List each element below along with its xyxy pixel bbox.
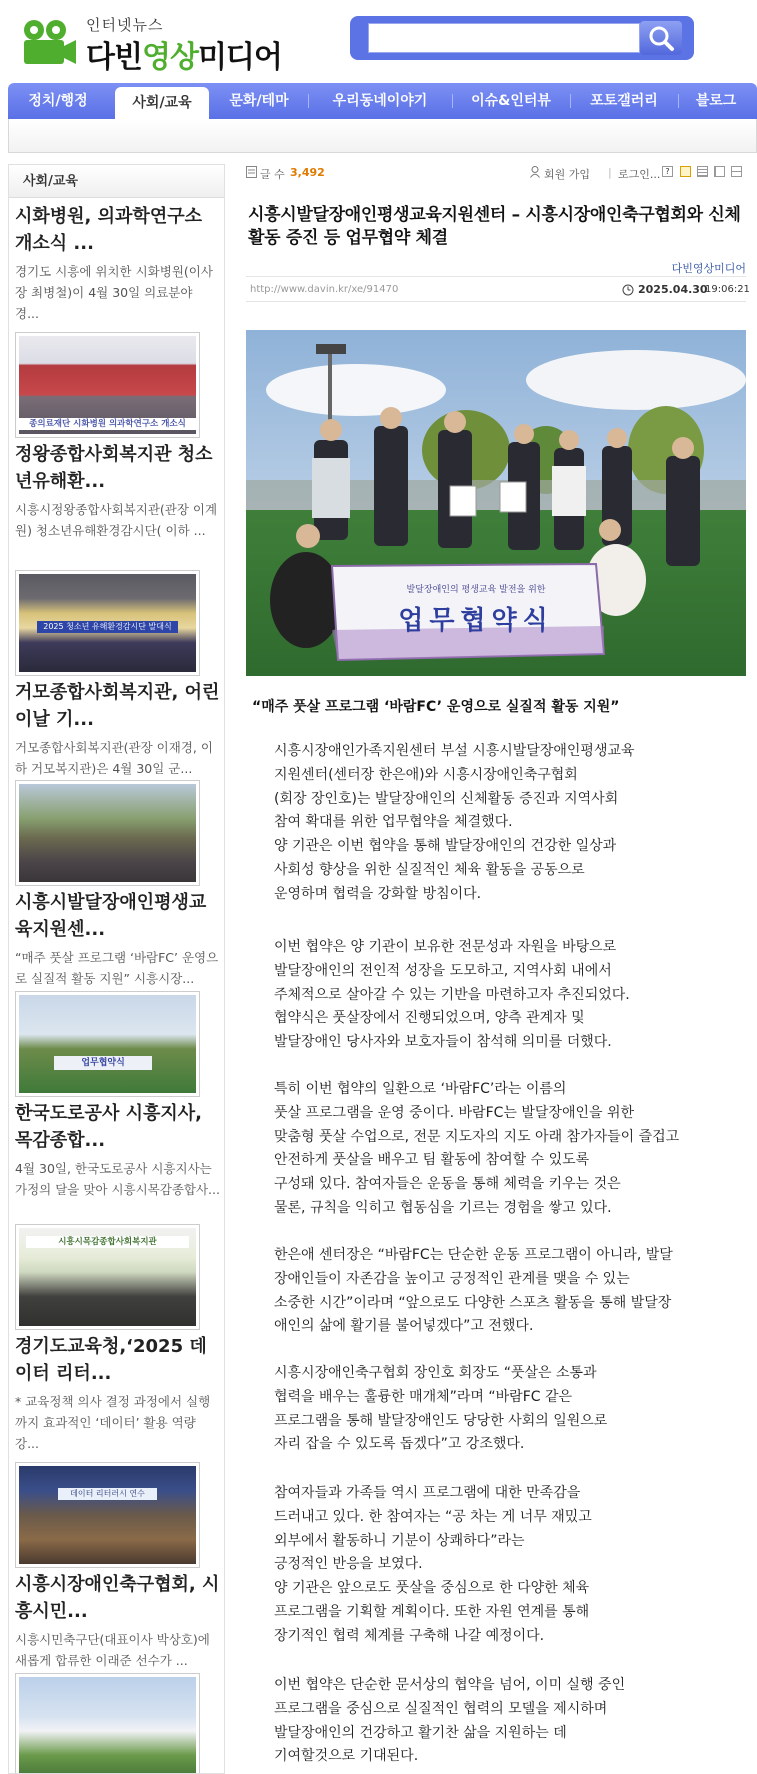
article-paragraph: 이번 협약은 양 기관이 보유한 전문성과 자원을 바탕으로 발달장애인의 전인적 성장을 도모하고, 지역사회 내에서 주체적으로 살아갈 수 있는 기반을 마련하고자 추진되었다. 협약식은 풋살장에서 진행되었으며, 양측 관계자 및 발달장애인 당사자와 보호자들이 참석해 의미를 더했다. — [274, 939, 630, 1051]
banner-big-text: 업무협약식 — [398, 606, 554, 636]
list-item-title[interactable]: 시흥시발달장애인평생교육지원센... — [15, 892, 207, 940]
article-paragraph: 이번 협약은 단순한 문서상의 협약을 넘어, 이미 실행 중인 프로그램을 중심으로 실질적인 협력의 모델을 제시하며 발달장애인의 건강하고 활기찬 삶을 지원하는 데 기여할것으로 기대된다. — [274, 1677, 626, 1765]
logo-title — [86, 32, 282, 76]
list-item-title[interactable]: 시화병원, 의과학연구소 개소식 ... — [15, 206, 202, 254]
list-item-desc: 거모종합사회복지관(관장 이재경, 이하 거모복지관)은 4월 30일 군... — [15, 740, 213, 776]
member-join-link[interactable]: 회원 가입 — [544, 168, 591, 181]
thumbnail[interactable] — [15, 1673, 200, 1774]
logo-title-part-green: 영상 — [141, 40, 198, 75]
post-count-label: 글 수 — [260, 168, 285, 181]
help-icon[interactable]: ? — [662, 166, 673, 177]
document-icon — [246, 166, 257, 178]
thumbnail-caption: 데이터 리터러시 연수 — [58, 1488, 157, 1500]
nav-divider — [570, 94, 571, 108]
thumbnail[interactable] — [15, 570, 200, 676]
list-item-title[interactable]: 한국도로공사 시흥지사, 목감종합... — [15, 1103, 202, 1151]
nav-item-issue[interactable]: 이슈&인터뷰 — [471, 93, 551, 109]
article-paragraph: 참여자들과 가족들 역시 프로그램에 대한 만족감을 드러내고 있다. 한 참여자는 “공 차는 게 너무 재밌고 외부에서 활동하니 기분이 상쾌하다”라는 긍정적인 반응을 보였다. 양 기관은 앞으로도 풋살을 중심으로 한 다양한 체육 프로그램을 기획할 계획이다. 또한 자원 연계를 통해 장기적인 협력 체계를 구축해 나갈 예정이다. — [274, 1485, 592, 1644]
article-paragraph: 특히 이번 협약의 일환으로 ‘바람FC’라는 이름의 풋살 프로그램을 운영 중이다. 바람FC는 발달장애인을 위한 맞춤형 풋살 수업으로, 전문 지도자의 지도 아래 참가자들이 즐겁고 안전하게 풋살을 배우고 팀 활동에 참여할 수 있도록 구성돼 있다. 참여자들은 운동을 통해 체력을 키우는 것은 물론, 규칙을 익히고 협동심을 기르는 경험을 쌓고 있다. — [274, 1081, 680, 1216]
thumbnail-image — [19, 574, 196, 672]
article-time: 19:06:21 — [705, 284, 750, 295]
thumbnail[interactable] — [15, 332, 200, 438]
logo-title-part: 다빈 — [86, 40, 142, 75]
sub-nav-bar — [8, 119, 757, 153]
thumbnail-caption: 종의료재단 시화병원 의과학연구소 개소식 — [19, 418, 196, 430]
list-item-desc: 시흥시민축구단(대표이사 박상호)에 새롭게 합류한 이래준 선수가 ... — [15, 1632, 210, 1668]
logo-title-part: 미디어 — [197, 40, 282, 75]
article-paragraph: 한은애 센터장은 “바람FC는 단순한 운동 프로그램이 아니라, 발달 장애인들이 자존감을 높이고 긍정적인 관계를 맺을 수 있는 소중한 시간”이라며 “앞으로도 다양한 스포츠 활동을 통해 발달장 애인의 삶에 활기를 불어넣겠다”고 전했다. — [274, 1247, 673, 1335]
nav-item-blog[interactable]: 블로그 — [695, 93, 737, 109]
thumbnail-image — [19, 995, 196, 1093]
meta-divider: | — [608, 166, 612, 179]
thumbnail[interactable] — [15, 991, 200, 1097]
sidebar-heading: 사회/교육 — [9, 165, 224, 198]
rss-icon[interactable] — [680, 166, 691, 177]
thumbnail-image — [19, 1466, 196, 1564]
thumbnail[interactable] — [15, 780, 200, 886]
sidebar — [8, 164, 225, 1774]
search-icon — [640, 21, 682, 55]
list-item-desc: 4월 30일, 한국도로공사 시흥지사는 가정의 달을 맞아 시흥시목감종합사... — [15, 1161, 220, 1197]
user-icon — [530, 166, 540, 178]
thumbnail-caption: 시흥시목감종합사회복지관 — [26, 1236, 189, 1248]
article-subhead: “매주 풋살 프로그램 ‘바람FC’ 운영으로 실질적 활동 지원” — [252, 699, 620, 715]
list-item[interactable] — [15, 1333, 220, 1454]
search-input[interactable] — [368, 23, 640, 53]
thumbnail-image — [19, 1677, 196, 1774]
list-view-icon[interactable] — [697, 166, 708, 177]
list-item[interactable] — [15, 203, 220, 324]
nav-divider — [452, 94, 453, 108]
article-title: 시흥시발달장애인평생교육지원센터 – 시흥시장애인축구협회와 신체활동 증진 등 업무협약 체결 — [248, 205, 741, 248]
list-item-desc: * 교육정책 의사 결정 과정에서 실행까지 효과적인 ‘데이터’ 활용 역량 강... — [15, 1394, 211, 1451]
search-button[interactable] — [640, 21, 682, 55]
nav-divider — [678, 94, 679, 108]
board-meta-row — [246, 164, 746, 190]
list-item[interactable] — [15, 1571, 220, 1671]
list-item[interactable] — [15, 1100, 220, 1200]
article-paragraph: 시흥시장애인축구협회 장인호 회장도 “풋살은 소통과 협력을 배우는 훌륭한 매개체”라며 “바람FC 같은 프로그램을 통해 발달장애인도 당당한 사회의 일원으로 자리 잡을 수 있도록 돕겠다”고 강조했다. — [274, 1365, 608, 1453]
post-count-value: 3,492 — [290, 166, 325, 179]
article-paragraph: 시흥시장애인가족지원센터 부설 시흥시발달장애인평생교육 지원센터(센터장 한은애)와 시흥시장애인축구협회 (회장 장인호)는 발달장애인의 신체활동 증진과 지역사회 참여 확대를 위한 업무협약을 체결했다. 양 기관은 이번 협약을 통해 발달장애인의 건강한 일상과 사회성 향상을 위한 실질적인 체육 활동을 공동으로 운영하며 협력을 강화할 방침이다. — [274, 743, 635, 902]
article-author[interactable]: 다빈영상미디어 — [671, 262, 746, 275]
site-header — [0, 0, 757, 82]
thumbnail-image — [19, 1228, 196, 1326]
list-item-title[interactable]: 시흥시장애인축구협회, 시흥시민... — [15, 1574, 220, 1622]
gallery-view-icon[interactable] — [731, 166, 742, 177]
list-item-desc: 경기도 시흥에 위치한 시화병원(이사장 최병철)이 4월 30일 의료분야 경... — [15, 264, 213, 321]
main-nav — [8, 83, 757, 119]
article-date: 2025.04.30 — [638, 283, 708, 296]
nav-item-neighborhood[interactable]: 우리동네이야기 — [332, 93, 428, 109]
thumbnail[interactable] — [15, 1224, 200, 1330]
thumbnail[interactable] — [15, 1462, 200, 1568]
nav-divider — [308, 94, 309, 108]
list-item-title[interactable]: 거모종합사회복지관, 어린이날 기... — [15, 682, 220, 730]
nav-item-photo[interactable]: 포토갤러리 — [590, 93, 658, 109]
thumbnail-caption: 업무협약식 — [54, 1056, 151, 1070]
nav-item-society[interactable]: 사회/교육 — [115, 87, 209, 119]
article-url-row — [246, 276, 750, 302]
banner-small-text: 발달장애인의 평생교육 발전을 위한 — [406, 585, 546, 595]
webzine-view-icon[interactable] — [714, 166, 725, 177]
clock-icon — [622, 284, 634, 296]
logo-subtitle: 인터넷뉴스 — [86, 16, 164, 34]
login-link[interactable]: 로그인... — [618, 168, 661, 181]
list-item-title[interactable]: 정왕종합사회복지관 청소년유해환... — [15, 444, 213, 492]
thumbnail-image — [19, 336, 196, 434]
list-item[interactable] — [15, 889, 220, 989]
thumbnail-image — [19, 784, 196, 882]
article-url[interactable]: http://www.davin.kr/xe/91470 — [250, 284, 399, 295]
list-item[interactable] — [15, 441, 220, 541]
nav-item-culture[interactable]: 문화/테마 — [229, 93, 289, 109]
thumbnail-caption: 2025 청소년 유해환경감시단 발대식 — [37, 621, 179, 633]
list-item-desc: 시흥시정왕종합사회복지관(관장 이계원) 청소년유해환경감시단( 이하 ... — [15, 502, 218, 538]
search-box — [350, 16, 694, 60]
camera-logo-icon — [20, 18, 78, 68]
list-item-desc: “매주 풋살 프로그램 ‘바람FC’ 운영으로 실질적 활동 지원” 시흥시장... — [15, 950, 219, 986]
site-logo[interactable] — [18, 12, 308, 75]
nav-item-politics[interactable]: 정치/행정 — [28, 93, 88, 109]
list-item[interactable] — [15, 679, 220, 779]
article-photo — [246, 330, 746, 676]
list-item-title[interactable]: 경기도교육청,‘2025 데이터 리터... — [15, 1336, 207, 1384]
